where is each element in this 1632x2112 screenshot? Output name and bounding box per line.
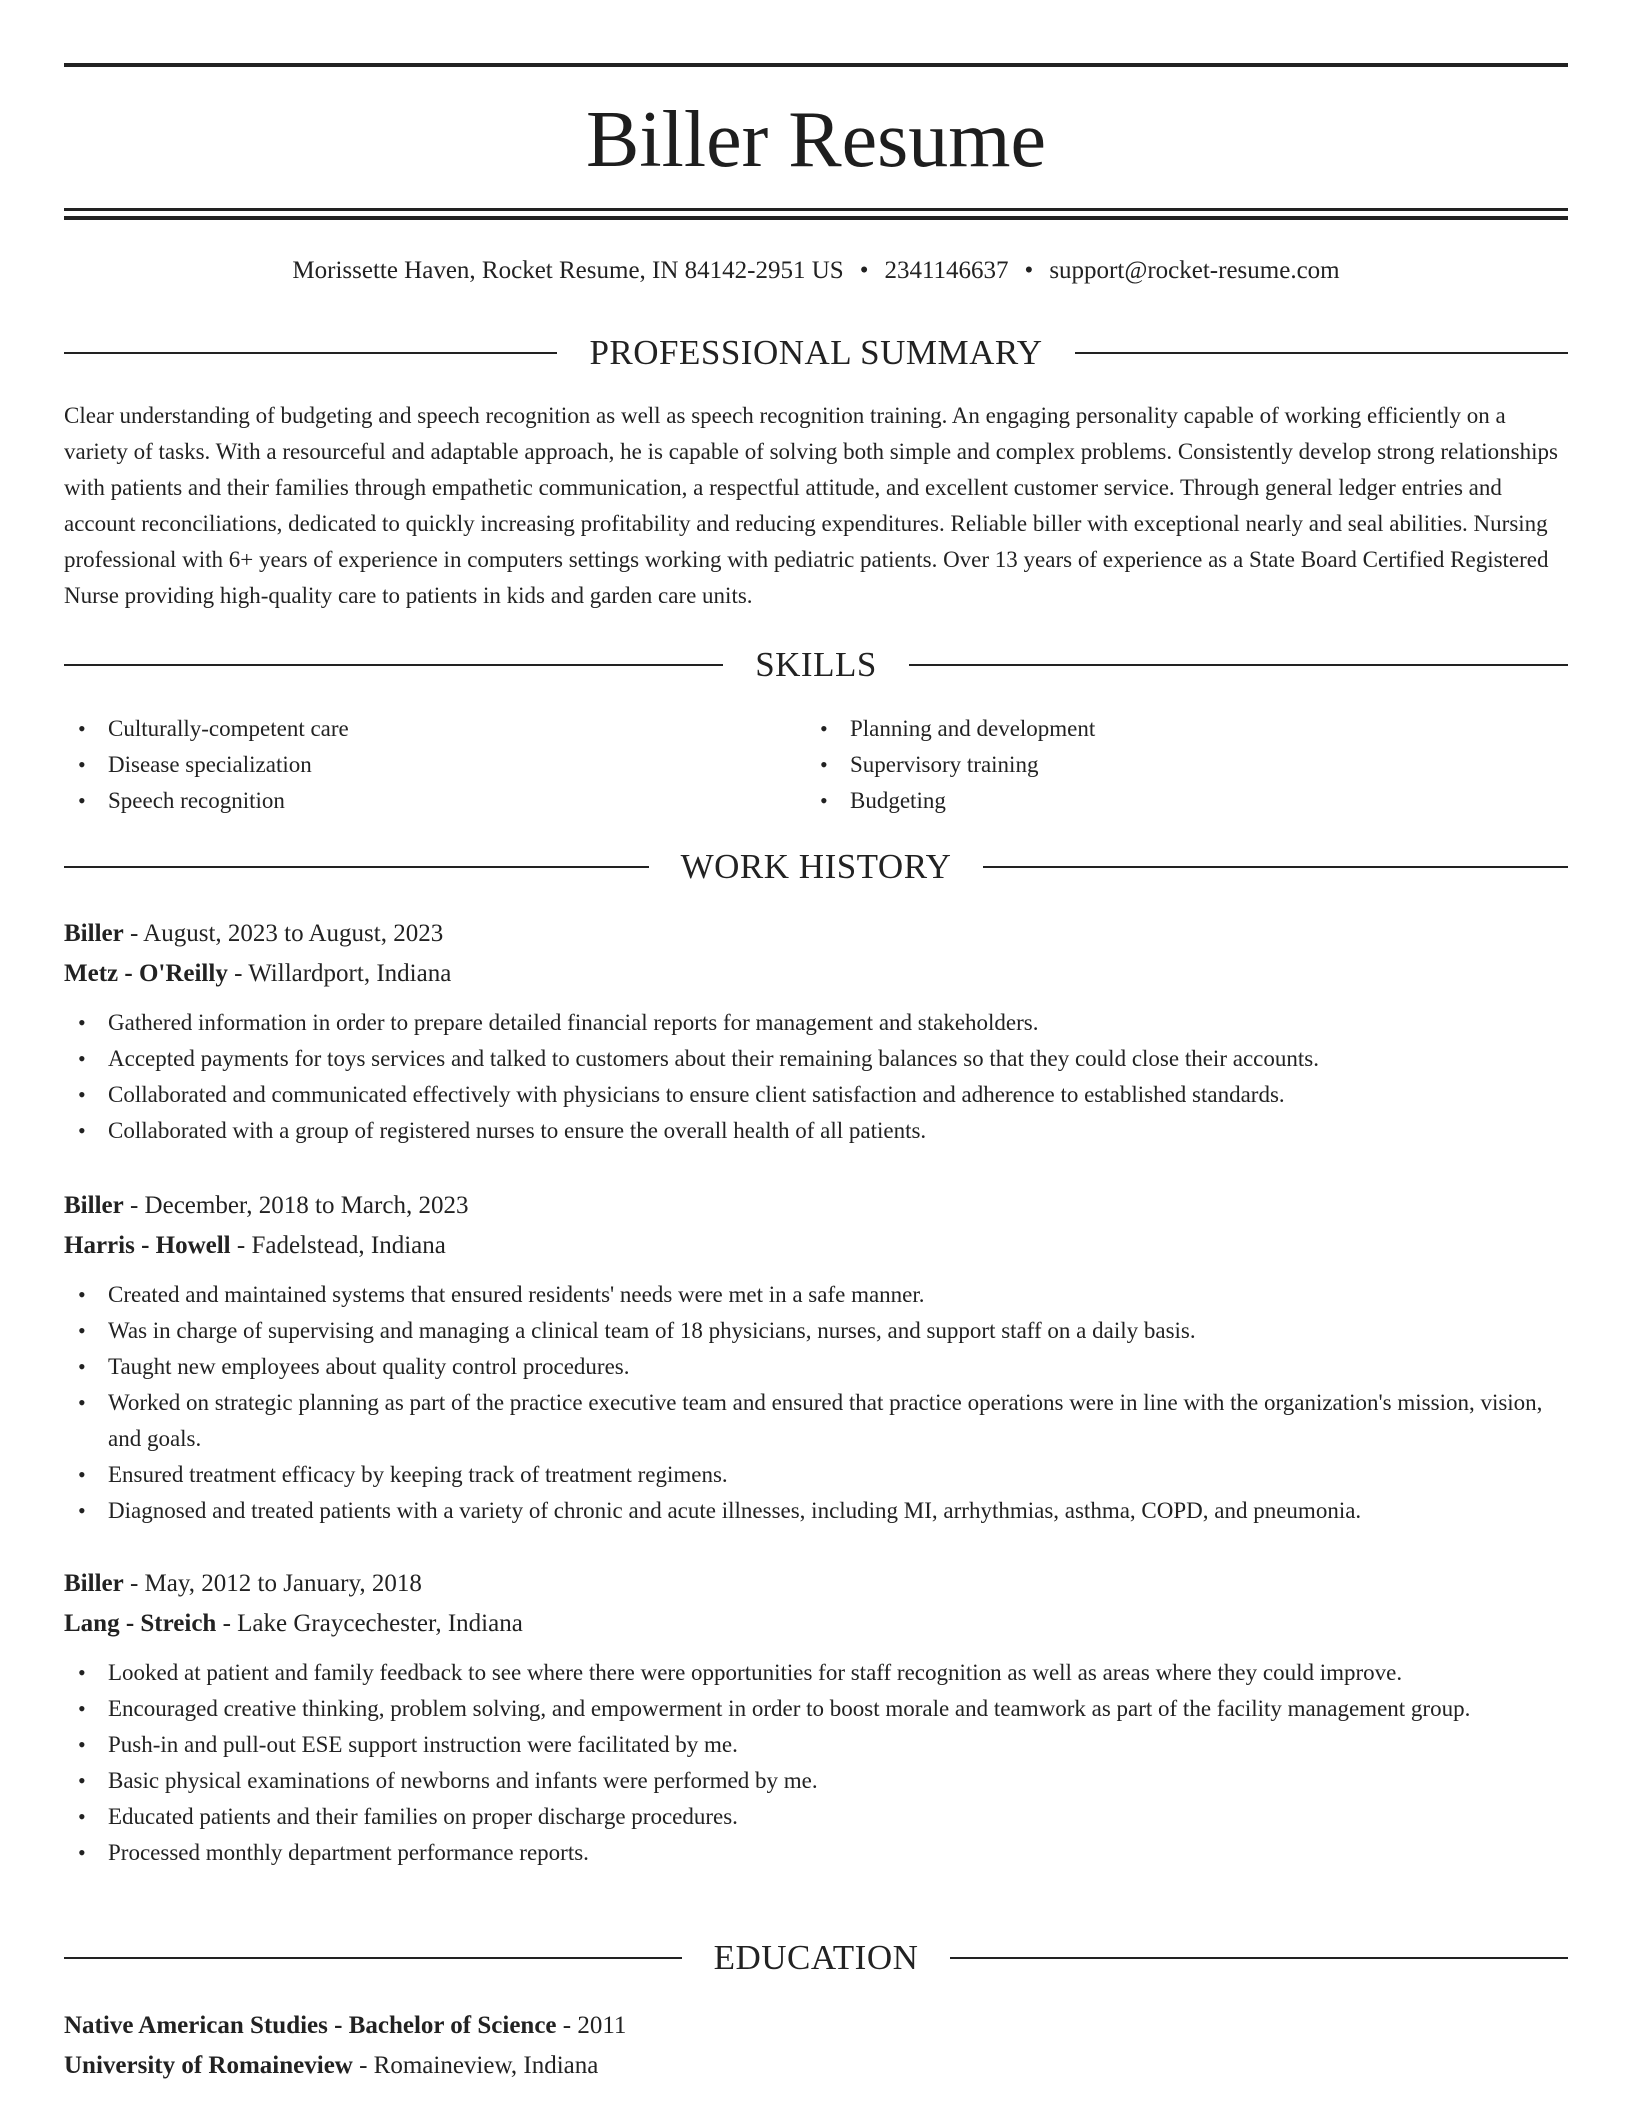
job-bullets xyxy=(64,1655,1568,1871)
education-heading xyxy=(64,1938,1568,1978)
job-title: Biller xyxy=(64,920,124,947)
job-company: Harris - Howell xyxy=(64,1232,231,1259)
job-bullet: • Ensured treatment efficacy by keeping track of treatment regimens. xyxy=(64,1457,1568,1493)
contact-address: Morissette Haven, Rocket Resume, IN 84142-2951 US xyxy=(292,257,844,284)
job-bullet: • Gathered information in order to prepare detailed financial reports for management and stakeholders. xyxy=(64,1005,1568,1041)
job-bullet: • Collaborated with a group of registered nurses to ensure the overall health of all patients. xyxy=(64,1113,1568,1149)
title-rule-lower xyxy=(64,216,1568,220)
work-heading-label: WORK HISTORY xyxy=(680,847,952,886)
job-entry xyxy=(64,1564,1568,1871)
job-entry xyxy=(64,914,1568,1149)
contact-email: support@rocket-resume.com xyxy=(1049,257,1340,284)
work-heading xyxy=(64,847,1568,887)
job-title-line xyxy=(64,914,1568,954)
job-bullet: • Processed monthly department performance reports. xyxy=(64,1835,1568,1871)
resume-title: Biller Resume xyxy=(586,96,1046,184)
contact-phone: 2341146637 xyxy=(884,257,1009,284)
job-bullets xyxy=(64,1277,1568,1529)
summary-heading xyxy=(64,333,1568,373)
job-bullet: • Push-in and pull-out ESE support instruction were facilitated by me. xyxy=(64,1727,1568,1763)
job-title-line xyxy=(64,1186,1568,1226)
heading-rule-right xyxy=(983,866,1568,868)
contact-line xyxy=(64,254,1568,288)
job-location: - Lake Graycechester, Indiana xyxy=(216,1610,523,1637)
job-bullets xyxy=(64,1005,1568,1149)
heading-rule-right xyxy=(950,1957,1568,1959)
job-dates: - August, 2023 to August, 2023 xyxy=(123,920,444,947)
job-location: - Fadelstead, Indiana xyxy=(230,1232,446,1259)
education-school-line xyxy=(64,2046,1568,2086)
heading-rule-left xyxy=(64,866,649,868)
job-title: Biller xyxy=(64,1570,124,1597)
education-degree-line xyxy=(64,2006,1568,2046)
skills-column-left xyxy=(64,711,806,819)
skills-list xyxy=(64,711,1568,819)
job-bullet: • Educated patients and their families on proper discharge procedures. xyxy=(64,1799,1568,1835)
contact-separator: • xyxy=(1024,257,1034,284)
heading-rule-left xyxy=(64,1957,682,1959)
contact-separator: • xyxy=(859,257,869,284)
skills-heading-label: SKILLS xyxy=(755,645,877,684)
heading-rule-left xyxy=(64,664,723,666)
heading-rule-right xyxy=(1075,352,1568,354)
job-entry xyxy=(64,1186,1568,1529)
job-company-line xyxy=(64,1604,1568,1644)
job-bullet: • Basic physical examinations of newborns and infants were performed by me. xyxy=(64,1763,1568,1799)
job-bullet: • Collaborated and communicated effectively with physicians to ensure client satisfaction and adherence to established standards. xyxy=(64,1077,1568,1113)
summary-heading-label: PROFESSIONAL SUMMARY xyxy=(589,333,1043,372)
job-dates: - May, 2012 to January, 2018 xyxy=(123,1570,422,1597)
skill-item: • Disease specialization xyxy=(64,747,806,783)
job-location: - Willardport, Indiana xyxy=(227,960,452,987)
job-dates: - December, 2018 to March, 2023 xyxy=(123,1192,469,1219)
skill-item: • Supervisory training xyxy=(806,747,1548,783)
education-degree: Native American Studies - Bachelor of Science xyxy=(64,2012,557,2039)
job-company: Lang - Streich xyxy=(64,1610,217,1637)
skills-heading xyxy=(64,645,1568,685)
job-bullet: • Worked on strategic planning as part of the practice executive team and ensured that practice operations were in line with the organization's mission, vision, and goals. xyxy=(64,1385,1568,1457)
job-bullet: • Taught new employees about quality control procedures. xyxy=(64,1349,1568,1385)
job-bullet: • Looked at patient and family feedback to see where there were opportunities for staff recognition as well as areas where they could improve. xyxy=(64,1655,1568,1691)
heading-rule-right xyxy=(909,664,1568,666)
job-company: Metz - O'Reilly xyxy=(64,960,228,987)
education-school: University of Romaineview xyxy=(64,2052,353,2079)
summary-text: Clear understanding of budgeting and speech recognition as well as speech recognition training. An engaging personality capable of working efficiently on a variety of tasks. With a resourceful and adaptable approach, he is capable of solving both simple and complex problems. Consistently develop strong relationships with patients and their families through empathetic communication, a respectful attitude, and excellent customer service. Through general ledger entries and account reconciliations, dedicated to quickly increasing profitability and reducing expenditures. Reliable biller with exceptional nearly and seal abilities. Nursing professional with 6+ years of experience in computers settings working with pediatric patients. Over 13 years of experience as a State Board Certified Registered Nurse providing high-quality care to patients in kids and garden care units. xyxy=(64,403,1558,608)
education-entry xyxy=(64,2006,1568,2086)
job-bullet: • Accepted payments for toys services and talked to customers about their remaining balances so that they could close their accounts. xyxy=(64,1041,1568,1077)
job-title-line xyxy=(64,1564,1568,1604)
heading-rule-left xyxy=(64,352,557,354)
title-rule-upper xyxy=(64,208,1568,211)
job-title: Biller xyxy=(64,1192,124,1219)
education-location: - Romaineview, Indiana xyxy=(352,2052,599,2079)
job-company-line xyxy=(64,1226,1568,1266)
job-bullet: • Was in charge of supervising and managing a clinical team of 18 physicians, nurses, and support staff on a daily basis. xyxy=(64,1313,1568,1349)
job-bullet: • Encouraged creative thinking, problem solving, and empowerment in order to boost morale and teamwork as part of the facility management group. xyxy=(64,1691,1568,1727)
top-rule xyxy=(64,63,1568,67)
skills-column-right xyxy=(806,711,1548,819)
skill-item: • Budgeting xyxy=(806,783,1548,819)
job-bullet: • Diagnosed and treated patients with a variety of chronic and acute illnesses, including MI, arrhythmias, asthma, COPD, and pneumonia. xyxy=(64,1493,1568,1529)
education-heading-label: EDUCATION xyxy=(713,1938,919,1977)
job-company-line xyxy=(64,954,1568,994)
skill-item: • Speech recognition xyxy=(64,783,806,819)
education-year: - 2011 xyxy=(556,2012,627,2039)
skill-item: • Planning and development xyxy=(806,711,1548,747)
skill-item: • Culturally-competent care xyxy=(64,711,806,747)
job-bullet: • Created and maintained systems that ensured residents' needs were met in a safe manner. xyxy=(64,1277,1568,1313)
